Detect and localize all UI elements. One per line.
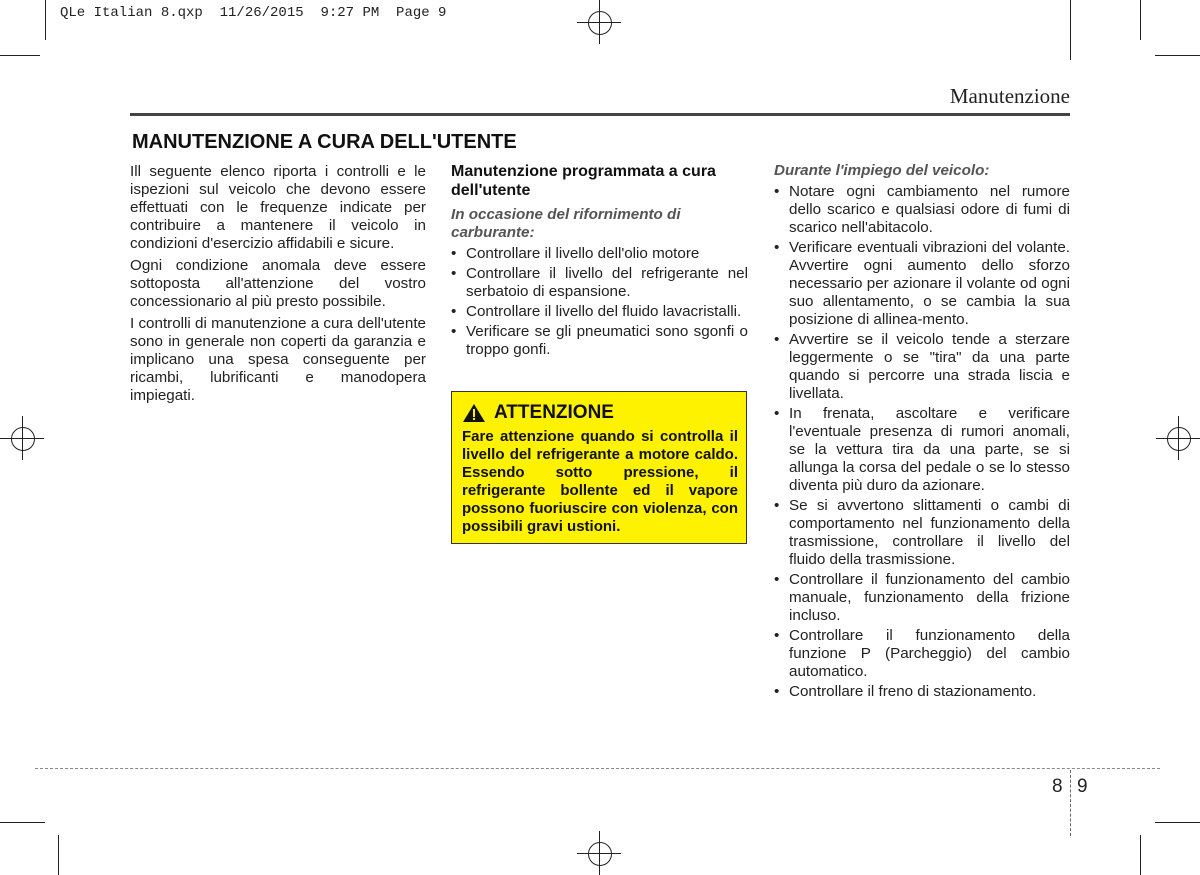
list-item-text: Notare ogni cambiamento nel rumore dello scarico e qualsiasi odore di fumi di scarico nell'abitacolo. xyxy=(789,183,1070,236)
list-item-text: Controllare il livello del refrigerante nel serbatoio di espansione. xyxy=(466,265,748,300)
bullet: • xyxy=(451,303,457,320)
warning-title: ATTENZIONE xyxy=(494,402,614,423)
list-item-text: Verificare se gli pneumatici sono sgonfi o troppo gonfi. xyxy=(466,323,748,358)
list-item xyxy=(774,405,1070,495)
bullet-list xyxy=(451,245,748,359)
page-number-chapter: 8 xyxy=(1052,776,1063,797)
subheading: Manutenzione programmata a cura dell'utente xyxy=(451,163,716,199)
bullet: • xyxy=(451,245,457,262)
bullet: • xyxy=(774,183,780,200)
list-item-text: Controllare il freno di stazionamento. xyxy=(789,683,1037,700)
italic-subheading: Durante l'impiego del veicolo: xyxy=(774,162,990,179)
page-number-page: 9 xyxy=(1077,776,1088,797)
list-item xyxy=(774,497,1070,569)
bullet: • xyxy=(774,405,780,422)
list-item-text: Controllare il funzionamento del cambio manuale, funzionamento della frizione incluso. xyxy=(789,571,1070,624)
section-title: Manutenzione xyxy=(949,84,1070,108)
paragraph: Ogni condizione anomala deve essere sottoposta all'attenzione del vostro concessionario al più presto possibile. xyxy=(130,257,426,310)
registration-mark-top xyxy=(577,0,621,44)
warning-header xyxy=(462,402,614,424)
warning-triangle-icon xyxy=(462,403,486,423)
registration-mark-bottom xyxy=(577,831,621,875)
list-item xyxy=(774,331,1070,403)
bullet: • xyxy=(774,331,780,348)
registration-mark-left xyxy=(0,416,44,460)
bullet: • xyxy=(451,323,457,340)
list-item-text: Controllare il funzionamento della funzione P (Parcheggio) del cambio automatico. xyxy=(789,627,1070,680)
bullet: • xyxy=(774,239,780,256)
crop-mark xyxy=(0,822,45,823)
crop-mark xyxy=(58,835,59,875)
list-item xyxy=(451,323,748,359)
warning-box xyxy=(451,391,747,544)
spine-line xyxy=(1070,0,1071,60)
crop-mark xyxy=(1155,55,1200,56)
bullet: • xyxy=(774,497,780,514)
crop-mark xyxy=(45,0,46,40)
warning-text: Fare attenzione quando si controlla il livello del refrigerante a motore caldo. Essendo sotto pressione, il refrigerante bollente ed il vapore possono fuoriuscire con violenza, con possibili gravi ustioni. xyxy=(462,428,738,535)
footer-dashed-rule xyxy=(35,768,1160,769)
list-item-text: Controllare il livello dell'olio motore xyxy=(466,245,700,262)
list-item-text: Verificare eventuali vibrazioni del volante. Avvertire ogni aumento dello sforzo necessario per azionare il volante od ogni suo allentamento, o se cambia la sua posizione di allinea-mento. xyxy=(789,239,1070,328)
list-item-text: Avvertire se il veicolo tende a sterzare leggermente o se "tira" da una parte quando si percorre una strada liscia e livellata. xyxy=(789,331,1070,402)
page-heading: MANUTENZIONE A CURA DELL'UTENTE xyxy=(132,131,517,153)
italic-subheading: In occasione del rifornimento di carburante: xyxy=(451,206,681,241)
bullet: • xyxy=(774,683,780,700)
bullet-list xyxy=(774,183,1070,701)
column-1 xyxy=(130,163,426,409)
bullet: • xyxy=(774,571,780,588)
crop-mark xyxy=(0,55,40,56)
list-item-text: Controllare il livello del fluido lavacristalli. xyxy=(466,303,742,320)
crop-mark xyxy=(1140,835,1141,875)
header-rule xyxy=(130,113,1070,116)
list-item xyxy=(451,303,748,321)
list-item-text: In frenata, ascoltare e verificare l'eventuale presenza di rumori anomali, se la vettura tira da una parte, se si allunga la corsa del pedale o se lo stesso diventa più duro da azionare. xyxy=(789,405,1070,494)
list-item xyxy=(774,683,1070,701)
crop-mark xyxy=(1140,0,1141,40)
printer-slug: QLe Italian 8.qxp 11/26/2015 9:27 PM Page 9 xyxy=(60,5,447,21)
paragraph: Ill seguente elenco riporta i controlli e le ispezioni sul veicolo che devono essere effettuati con le frequenze indicate per contribuire a mantenere il veicolo in condizioni d'esercizio affidabili e sicure. xyxy=(130,163,426,252)
list-item xyxy=(774,627,1070,681)
list-item-text: Se si avvertono slittamenti o cambi di comportamento nel funzionamento della trasmissione, controllare il livello del fluido della trasmissione. xyxy=(789,497,1070,568)
crop-mark xyxy=(1155,822,1200,823)
list-item xyxy=(774,571,1070,625)
column-2 xyxy=(451,162,748,361)
paragraph: I controlli di manutenzione a cura dell'utente sono in generale non coperti da garanzia e implicano una spesa conseguente per ricambi, lubrificanti e manodopera impiegati. xyxy=(130,315,426,404)
bullet: • xyxy=(451,265,457,282)
list-item xyxy=(451,265,748,301)
page-number-divider xyxy=(1070,770,1071,836)
list-item xyxy=(451,245,748,263)
list-item xyxy=(774,239,1070,329)
list-item xyxy=(774,183,1070,237)
registration-mark-right xyxy=(1156,416,1200,460)
bullet: • xyxy=(774,627,780,644)
column-3 xyxy=(774,162,1070,703)
